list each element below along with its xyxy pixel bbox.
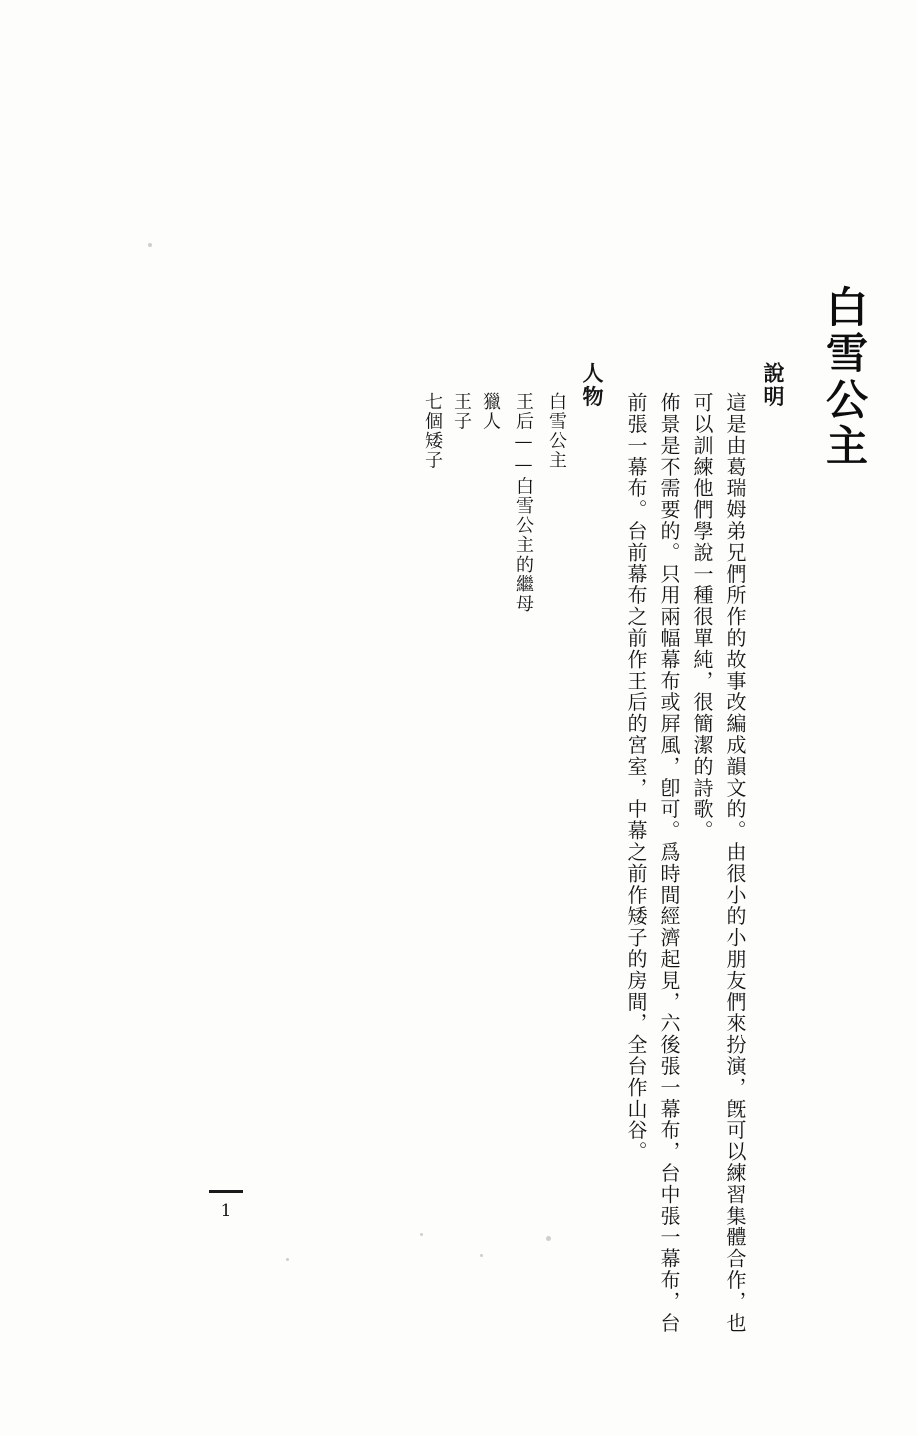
cast-list-item: 獵人	[480, 392, 501, 432]
body-line: 這是由葛瑞姆弟兄們所作的故事改編成韻文的。由很小的小朋友們來扮演，旣可以練習集體合作，也	[723, 392, 747, 1334]
page-number-block	[206, 1190, 246, 1221]
scan-speckle	[546, 1236, 551, 1241]
page-title: 白雪公主	[820, 285, 869, 470]
body-line: 前張一幕布。台前幕布之前作王后的宮室，中幕之前作矮子的房間，全台作山谷。	[624, 392, 648, 1163]
cast-list-item: 王子	[451, 392, 472, 432]
page-number-rule	[209, 1190, 243, 1193]
section-heading-shuoming: 說明	[761, 362, 786, 410]
section-heading-renwu: 人物	[580, 362, 605, 410]
scan-speckle	[420, 1233, 423, 1236]
cast-list-item: 王后——白雪公主的繼母	[513, 392, 534, 614]
scan-speckle	[480, 1254, 483, 1257]
cast-list-item: 白雪公主	[546, 392, 567, 471]
cast-list-item: 七個矮子	[422, 392, 443, 471]
page-number: 1	[220, 1201, 232, 1221]
scan-speckle	[148, 243, 152, 247]
body-line: 可以訓練他們學說一種很單純，很簡潔的詩歌。	[690, 392, 714, 842]
scan-speckle	[286, 1258, 289, 1261]
body-line: 佈景是不需要的。只用兩幅幕布或屛風，卽可。爲時間經濟起見，六後張一幕布，台中張一幕布，台	[657, 392, 681, 1334]
